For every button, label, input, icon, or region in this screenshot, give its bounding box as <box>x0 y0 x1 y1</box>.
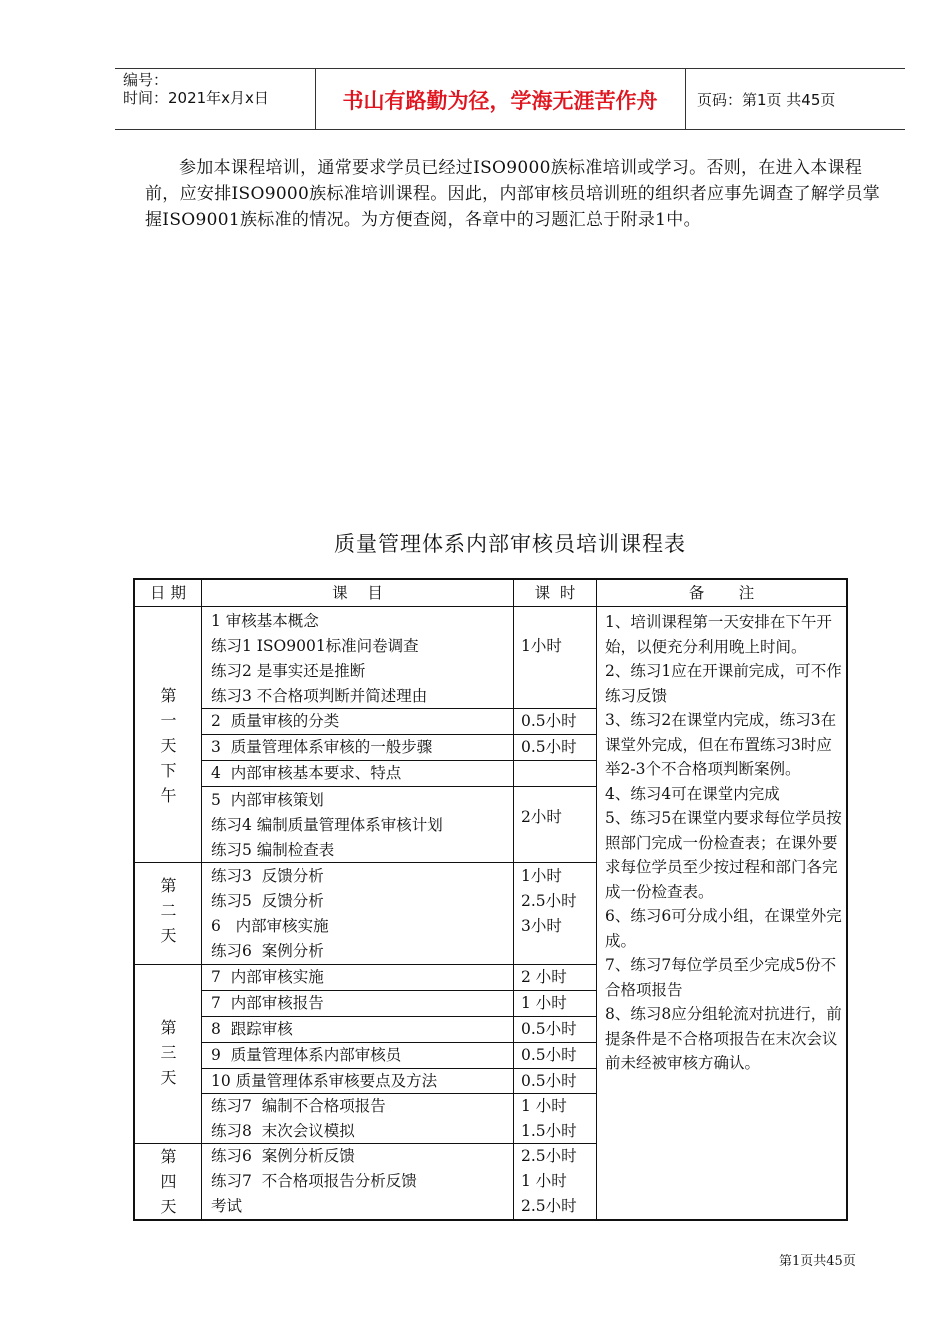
course-item: 5 内部审核策划 <box>211 791 324 809</box>
header-motto: 书山有路勤为径，学海无涯苦作舟 <box>342 89 658 113</box>
hours-item: 0.5小时 <box>521 1046 577 1064</box>
course-item: 练习5 编制检查表 <box>211 841 335 859</box>
grid-line <box>135 606 846 607</box>
course-item: 考试 <box>211 1197 243 1215</box>
hours-item: 0.5小时 <box>521 738 577 756</box>
hours-item: 1 小时 <box>521 994 567 1012</box>
course-item: 3 质量管理体系审核的一般步骤 <box>211 738 433 756</box>
intro-line: 课程前，应安排ISO9000族标准培训课程。因此，内部审核员培训班的组织者应事先调查 <box>145 158 863 204</box>
grid-line <box>596 580 597 1219</box>
hours-item: 0.5小时 <box>521 712 577 730</box>
header-hours: 课 时 <box>534 584 576 602</box>
intro-line: 了解学员掌握ISO9001族标准的情况。为方便查阅，各章中的习题汇总于附录1中。 <box>145 184 881 230</box>
hours-item: 1 小时 <box>521 1097 567 1115</box>
course-item: 练习5 反馈分析 <box>211 892 324 910</box>
number-label: 编号： <box>123 71 169 89</box>
note-item: 5、练习5在课堂内要求每位学员按照部门完成一份检查表；在课外要求每位学员至少按过程和部门各完成一份检查表。 <box>605 809 842 901</box>
day-label-1: 第 一 天 下 午 <box>160 686 177 805</box>
note-item: 7、练习7每位学员至少完成5份不合格项报告 <box>605 956 837 999</box>
hours-item: 1小时 <box>521 867 562 885</box>
course-item: 练习7 编制不合格项报告 <box>211 1097 386 1115</box>
hours-item: 1.5小时 <box>521 1122 577 1140</box>
table-title: 质量管理体系内部审核员培训课程表 <box>334 532 686 556</box>
day-label-4: 第 四 天 <box>160 1147 177 1216</box>
hours-item: 0.5小时 <box>521 1072 577 1090</box>
note-item: 3、练习2在课堂内完成，练习3在课堂外完成，但在布置练习3时应举2-3个不合格项判断案例。 <box>605 711 837 778</box>
notes-cell <box>605 610 843 1076</box>
course-item: 9 质量管理体系内部审核员 <box>211 1046 402 1064</box>
hours-item: 2 小时 <box>521 968 567 986</box>
header-meta <box>123 71 313 107</box>
schedule-table <box>133 578 848 1221</box>
hours-item: 1 小时 <box>521 1172 567 1190</box>
hours-item: 3小时 <box>521 917 562 935</box>
page-footer: 第1页共45页 <box>779 1254 856 1269</box>
hours-item: 1小时 <box>521 637 562 655</box>
course-item: 练习8 末次会议模拟 <box>211 1122 355 1140</box>
note-item: 4、练习4可在课堂内完成 <box>605 784 780 803</box>
course-item: 练习1 ISO9001标准问卷调查 <box>211 637 419 655</box>
course-item: 1 审核基本概念 <box>211 612 319 630</box>
note-item: 8、练习8应分组轮流对抗进行，前提条件是不合格项报告在末次会议前未经被审核方确认。 <box>605 1005 842 1072</box>
header-notes: 备 注 <box>688 584 755 602</box>
intro-paragraph <box>145 155 885 233</box>
hours-item: 2小时 <box>521 808 562 826</box>
course-item: 6 内部审核实施 <box>211 917 329 935</box>
intro-line: 参加本课程培训，通常要求学员已经过ISO9000族标准培训或学习。否则，在进入本 <box>179 158 828 178</box>
grid-line <box>135 862 597 863</box>
course-item: 练习7 不合格项报告分析反馈 <box>211 1172 417 1190</box>
page-header <box>115 68 905 130</box>
hours-item: 2.5小时 <box>521 1197 577 1215</box>
hours-item: 2.5小时 <box>521 892 577 910</box>
course-item: 练习2 是事实还是推断 <box>211 662 366 680</box>
note-item: 2、练习1应在开课前完成，可不作练习反馈 <box>605 662 842 705</box>
note-item: 6、练习6可分成小组，在课堂外完成。 <box>605 907 842 950</box>
header-divider <box>685 69 686 129</box>
course-item: 7 内部审核实施 <box>211 968 324 986</box>
header-course: 课 目 <box>332 584 383 602</box>
hours-item: 0.5小时 <box>521 1020 577 1038</box>
course-item: 练习4 编制质量管理体系审核计划 <box>211 816 443 834</box>
course-item: 练习6 案例分析 <box>211 942 324 960</box>
day-label-3: 第 三 天 <box>160 1018 177 1087</box>
header-page-label: 页码：第1页 共45页 <box>697 91 836 109</box>
hours-item: 2.5小时 <box>521 1147 577 1165</box>
grid-line <box>201 786 597 787</box>
time-label: 时间：2021年x月x日 <box>123 89 269 107</box>
course-item: 10 质量管理体系审核要点及方法 <box>211 1072 438 1090</box>
course-item: 8 跟踪审核 <box>211 1020 293 1038</box>
day-label-2: 第 二 天 <box>160 876 177 945</box>
course-item: 练习6 案例分析反馈 <box>211 1147 355 1165</box>
course-item: 2 质量审核的分类 <box>211 712 340 730</box>
course-item: 7 内部审核报告 <box>211 994 324 1012</box>
note-item: 1、培训课程第一天安排在下午开始，以便充分利用晚上时间。 <box>605 613 832 656</box>
grid-line <box>513 580 514 1219</box>
course-item: 4 内部审核基本要求、特点 <box>211 764 402 782</box>
header-date: 日 期 <box>150 584 186 602</box>
course-item: 练习3 不合格项判断并简述理由 <box>211 687 428 705</box>
course-item: 练习3 反馈分析 <box>211 867 324 885</box>
